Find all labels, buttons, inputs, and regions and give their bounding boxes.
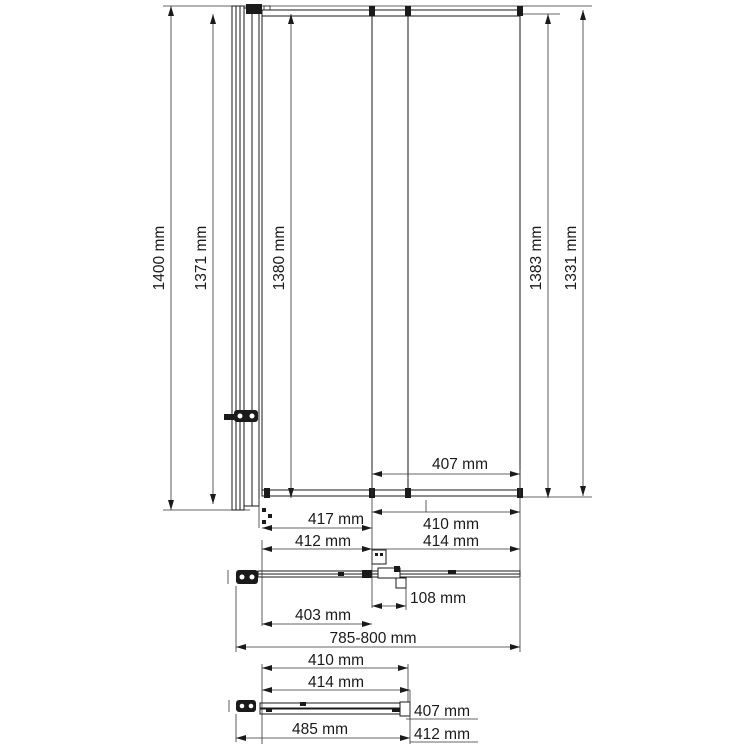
front-view <box>151 4 592 572</box>
dim-folded-total: 485 mm <box>292 721 348 738</box>
middle-hinge <box>224 410 258 422</box>
dim-folded-depth-a: 407 mm <box>414 703 470 720</box>
dim-folded-panel-a: 410 mm <box>308 652 364 669</box>
door-glass-right <box>372 10 520 496</box>
wall-profile <box>232 6 244 510</box>
folded-hinge <box>229 700 256 712</box>
dim-open-offset: 108 mm <box>410 590 466 607</box>
dim-door-width-bottom: 410 mm <box>423 516 479 533</box>
dim-folded-depth-b: 412 mm <box>414 726 470 743</box>
fold-hardware <box>372 550 406 588</box>
dim-right-panel-height: 1383 mm <box>528 225 545 291</box>
top-hinge <box>246 4 262 14</box>
dim-folded-panel-b: 414 mm <box>308 674 364 691</box>
dim-open-inner-width: 403 mm <box>295 607 351 624</box>
dim-right-glass-height: 1331 mm <box>563 225 580 291</box>
dim-fixed-panel-width: 417 mm <box>308 511 364 528</box>
dim-fixed-panel-height: 1371 mm <box>193 225 210 291</box>
dim-open-panel-a: 412 mm <box>295 533 351 550</box>
dim-open-panel-b: 414 mm <box>423 533 479 550</box>
folded-glass-inner <box>260 709 408 714</box>
top-view-hinge <box>228 570 258 584</box>
folded-glass-outer <box>260 703 408 708</box>
dim-overall-height: 1400 mm <box>151 225 168 291</box>
dim-door-height: 1380 mm <box>271 225 288 291</box>
top-view-folded <box>229 652 478 744</box>
top-view-open <box>228 532 520 652</box>
dim-open-total-width: 785-800 mm <box>329 630 417 647</box>
dim-door-width-top: 407 mm <box>432 456 488 473</box>
